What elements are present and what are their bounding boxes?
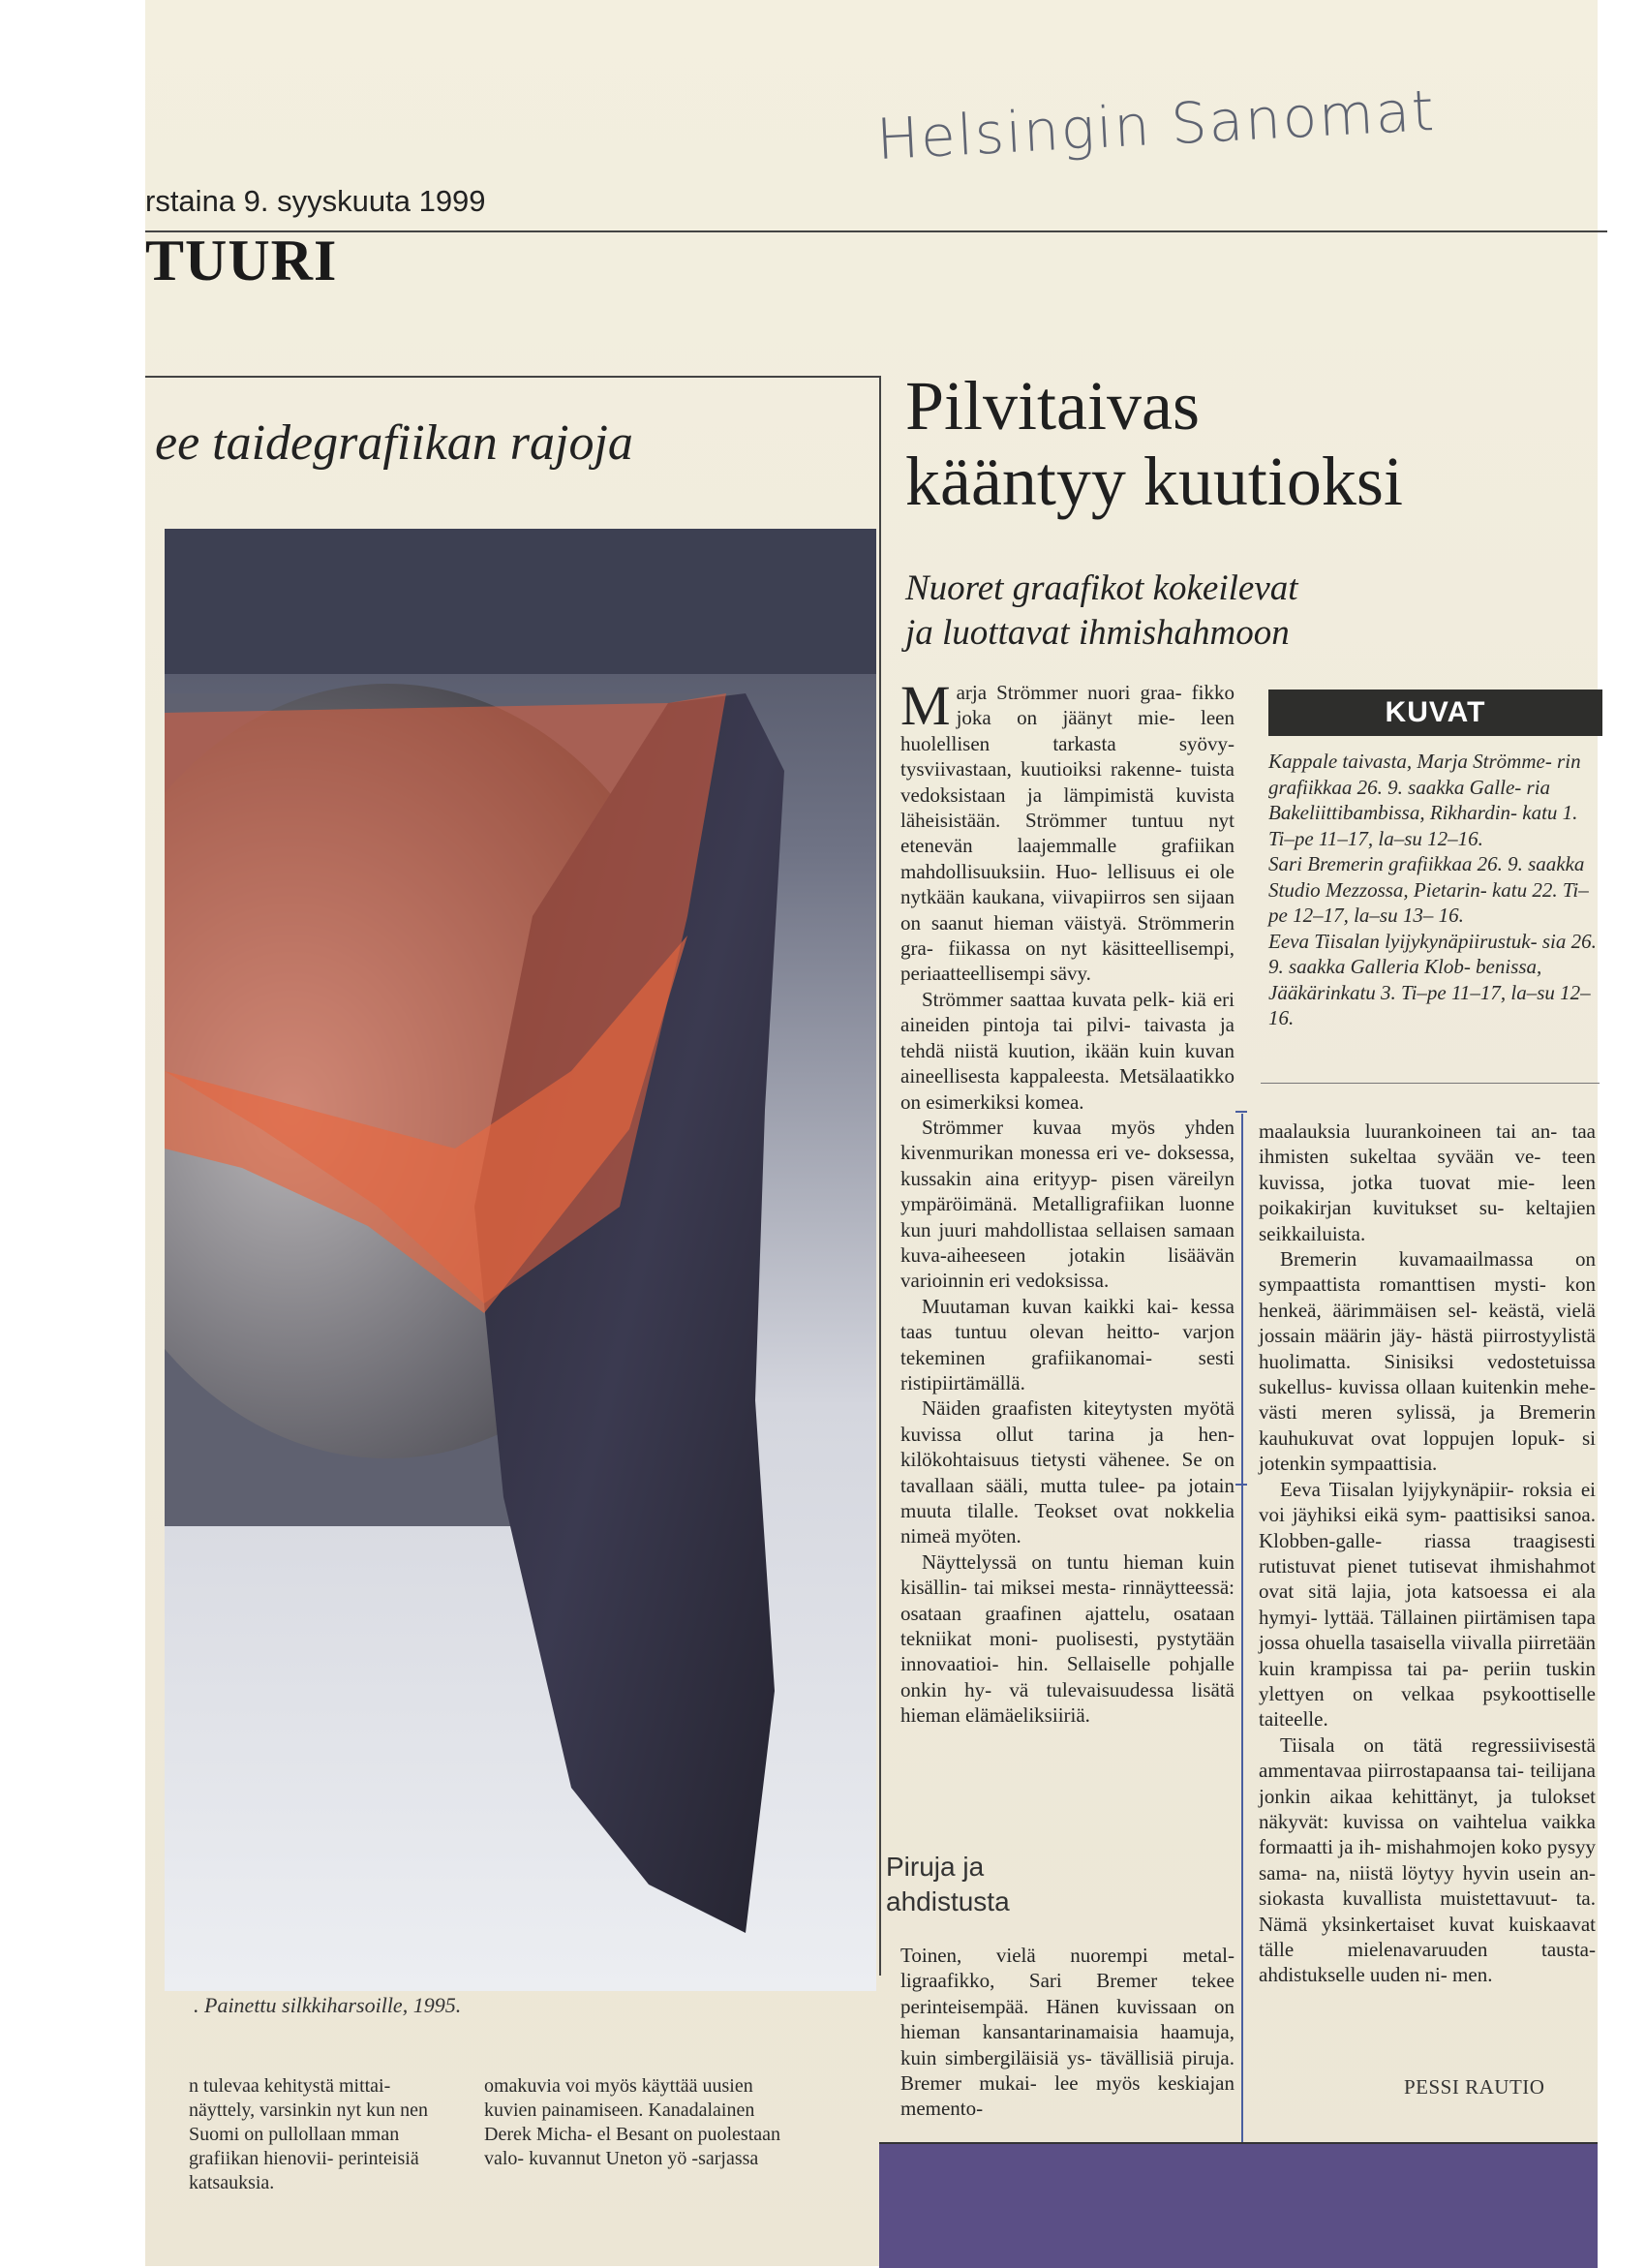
- info-entry: Sari Bremerin grafiikkaa 26. 9. saakka Studio Mezzossa, Pietarin- katu 22. Ti–pe 12–17, la–su 13– 16.: [1268, 852, 1589, 927]
- info-box-title: KUVAT: [1268, 690, 1602, 736]
- byline: PESSI RAUTIO: [1404, 2075, 1545, 2099]
- info-entry: Kappale taivasta, Marja Strömme- rin grafiikkaa 26. 9. saakka Galle- ria Bakeliittibambissa, Rikhardin- katu 1. Ti–pe 11–17, la–su 12–16.: [1268, 750, 1581, 850]
- pen-mark-tick: [1235, 1484, 1247, 1486]
- paragraph: Näyttelyssä on tuntu hieman kuin kisällin- tai miksei mesta- rinnäytteessä: osataan graafinen ajattelu, osataan tekniikat moni- puolisesti, pystytään innovaatioi- hin. Sellaiselle pohjalle onkin hy- vä tulevaisuudessa lisätä hieman elämäeliksiiriä.: [900, 1549, 1234, 1728]
- next-article-image: [879, 2142, 1598, 2268]
- paragraph: Näiden graafisten kiteytysten myötä kuvissa ollut tarina ja hen- kilökohtaisuus tietysti vähenee. Se on tavallaan sääli, mutta tulee- pa jotain muuta tilalle. Teokset ovat nokkelia nimeä myöten.: [900, 1396, 1234, 1548]
- deck-line-1: Nuoret graafikot kokeilevat: [905, 568, 1298, 608]
- left-article-bottom-col-1: n tulevaa kehitystä mittai- näyttely, varsinkin nyt kun nen Suomi on pullollaan mman grafiikan hienovii- perinteisiä katsauksia.: [189, 2075, 428, 2193]
- intertitle: [886, 1850, 1010, 1919]
- deck: [905, 567, 1298, 656]
- article-column-2: [1259, 1119, 1596, 1988]
- dateline: rstaina 9. syyskuuta 1999: [145, 184, 486, 218]
- article-column-1-continued: [900, 1922, 1234, 2142]
- info-box-rule: [1261, 1083, 1600, 1084]
- paragraph: Strömmer kuvaa myös yhden kivenmurikan monessa eri ve- doksessa, kussakin aina erityyp- pisen väreilyn ympäröimänä. Metalligrafiikan luonne kun juuri mahdollistaa sellaisen samaan kuva-aiheeseen jotakin lisäävän varioinnin eri vedoksissa.: [900, 1115, 1234, 1293]
- paragraph: Strömmer saattaa kuvata pelk- kiä eri aineiden pintoja tai pilvi- taivasta ja tehdä niistä kuution, ikään kuin kuvan aineellisesta kappaleesta. Metsälaatikko on esimerkiksi komea.: [900, 987, 1234, 1114]
- info-entry: Eeva Tiisalan lyijykynäpiirustuk- sia 26. 9. saakka Galleria Klob- benissa, Jääkärinkatu 3. Ti–pe 11–17, la–su 12–16.: [1268, 929, 1597, 1029]
- intertitle-line-2: ahdistusta: [886, 1886, 1010, 1916]
- handwritten-note: Helsingin Sanomat: [874, 77, 1438, 173]
- headline: [905, 368, 1403, 519]
- paragraph: Muutaman kuvan kaikki kai- kessa taas tuntuu olevan heitto- varjon tekeminen grafiikanomai- sesti ristipiirtämällä.: [900, 1294, 1234, 1395]
- paragraph: maalauksia luurankoineen tai an- taa ihmisten sukeltaa syvään ve- teen kuvissa, jotka tuovat mie- leen poikakirjan kuvitukset su- keltajien seikkailuista.: [1259, 1119, 1596, 1245]
- left-article-bottom-col-2: omakuvia voi myös käyttää uusien kuvien painamiseen. Kanadalainen Derek Micha- el Besant on puolestaan valo- kuvannut Uneton yö -sarjassa: [484, 2075, 781, 2169]
- intertitle-line-1: Piruja ja: [886, 1852, 985, 1882]
- artwork-photo: [165, 529, 876, 1991]
- section-title: TUURI: [145, 229, 338, 292]
- paragraph: Bremerin kuvamaailmassa on sympaattista romanttisen mysti- kon henkeä, äärimmäisen sel- keästä, vielä jossain määrin jäy- hästä piirrostyylistä huolimatta. Sinisiksi vedostetuissa sukellus- kuvissa ollaan kuitenkin mehe- västi meren sylissä, ja Bremerin kauhukuvat ovat loppujen lopuk- si jotenkin sympaattisia.: [1259, 1247, 1596, 1476]
- top-rule: [145, 230, 1607, 232]
- paragraph: Toinen, vielä nuorempi metal- ligraafikko, Sari Bremer tekee perinteisempää. Hänen kuvissaan on hieman kansantarinamaisia haamuja, kuin simbergiläisiä ys- tävällisiä piruja. Bremer mukai- lee myös keskiajan memento-: [900, 1944, 1234, 2121]
- pen-mark-tick: [1235, 1111, 1247, 1113]
- left-article-subhead: ee taidegrafiikan rajoja: [155, 415, 633, 471]
- headline-line-1: Pilvitaivas: [905, 367, 1200, 444]
- paragraph: Eeva Tiisalan lyijykynäpiir- roksia ei voi jäyhiksi eikä sym- paattisiksi sanoa. Klobben-galle- riassa traagisesti rutistuvat pienet tutisevat ihmishahmot ovat sitä lajia, jota katsoessa ei ala hymyi- lyttää. Tällainen piirtämisen tapa jossa ohuella tasaisella viivalla piirretään kuin krampissa tai pa- periin tuskin ylettyen on velkaa psykoottiselle taiteelle.: [1259, 1477, 1596, 1732]
- deck-line-2: ja luottavat ihmishahmoon: [905, 613, 1290, 653]
- photo-caption: . Painettu silkkiharsoille, 1995.: [194, 1993, 462, 2017]
- paragraph-text: arja Strömmer nuori graa- fikko joka on jäänyt mie- leen huolellisen tarkasta syövy- tysviivastaan, kuutioiksi rakenne- tuista vedoksistaan ja lämpimistä kuvista läheisistään. Strömmer tuntuu nyt etenevän laajemmalle grafiikan mahdollisuuksiin. Huo- lellisuus ei ole nytkään kaukana, viivapiirros sen sijaan on saanut hieman väistyä. Strömmerin gra- fiikassa on nyt käsitteellisempi, periaatteellisempi sävy.: [900, 681, 1234, 986]
- pen-mark-line: [1241, 1114, 1243, 2150]
- article-column-1: [900, 674, 1234, 1729]
- paragraph: Tiisala on tätä regressiivisestä ammentavaa piirrostapaansa tai- teilijana jonkin aikaa kehittänyt, ja tulokset näkyvät: kuvissa on vaihtelua vaikka formaatti ja ih- mishahmojen koko pysyy sama- na, niistä löytyy hyvin usein an- siokasta kuvallista muistettavuut- ta. Nämä yksinkertaiset kuvat kuiskaavat tälle mielenavaruuden tausta-ahdistukselle uuden ni- men.: [1259, 1732, 1596, 1987]
- paragraph: [900, 674, 1234, 987]
- info-box-text: [1268, 749, 1602, 1031]
- drop-cap: M: [900, 674, 951, 737]
- headline-line-2: kääntyy kuutioksi: [905, 443, 1403, 520]
